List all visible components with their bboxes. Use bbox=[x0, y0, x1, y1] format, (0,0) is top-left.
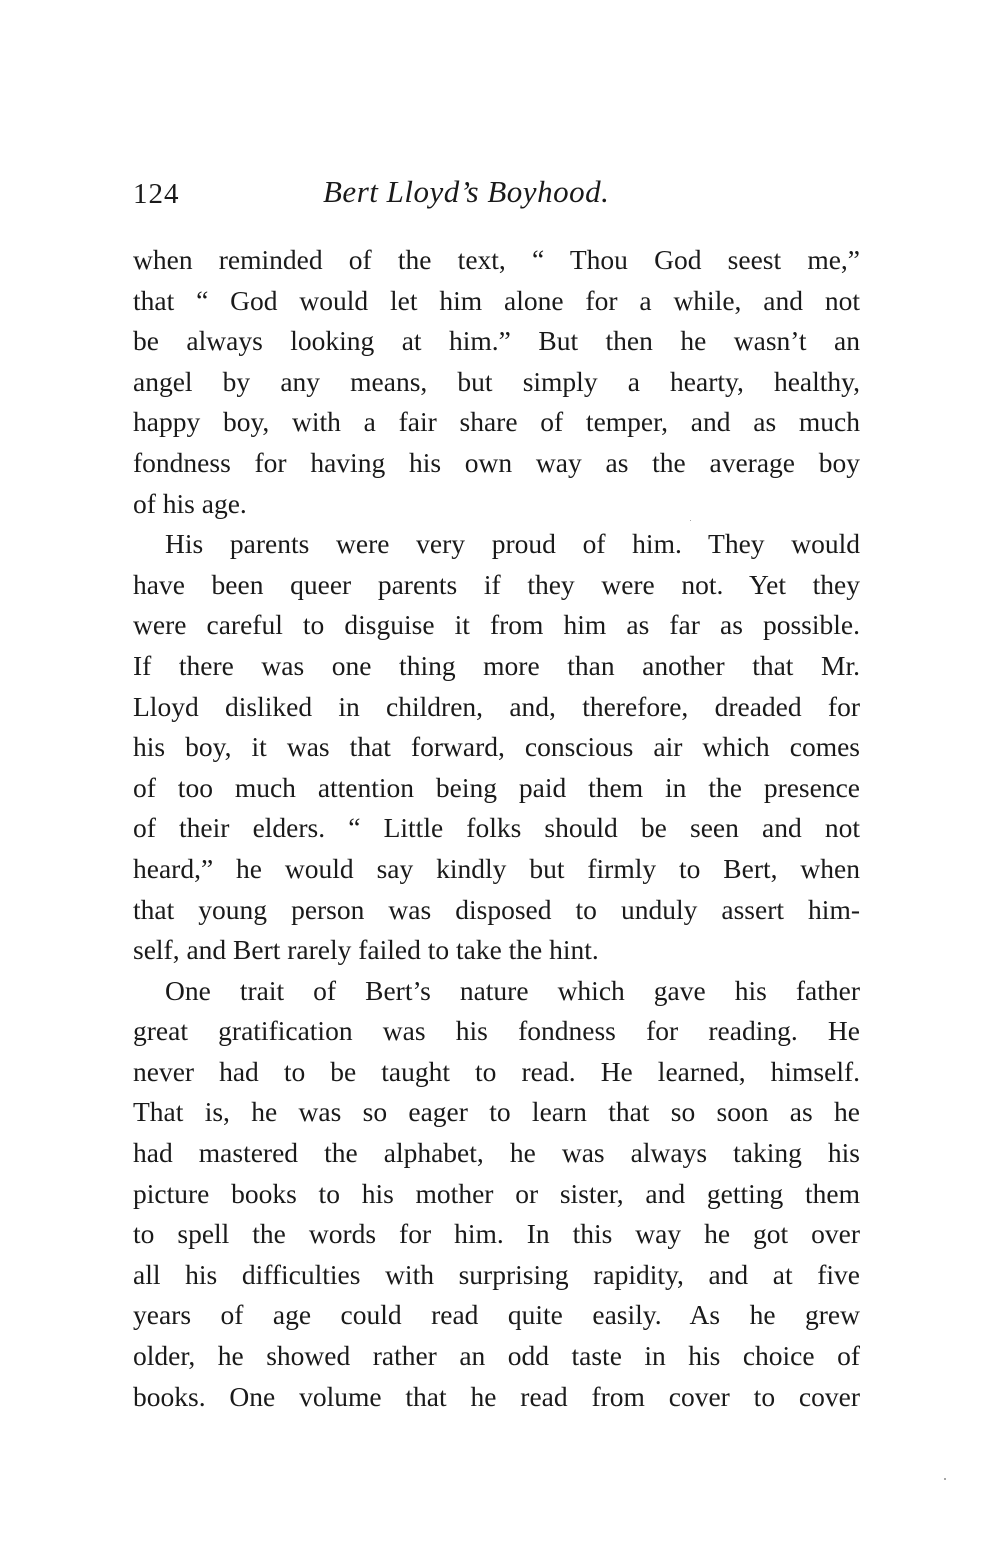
text-line: never had to be taught to read. He learned, himself. bbox=[133, 1055, 860, 1087]
text-line: of his age. bbox=[133, 487, 247, 519]
text-line: that young person was disposed to unduly assert him- bbox=[133, 893, 860, 925]
text-line: self, and Bert rarely failed to take the hint. bbox=[133, 934, 599, 966]
text-line: older, he showed rather an odd taste in his choice of bbox=[133, 1340, 860, 1372]
text-line: be always looking at him.” But then he wasn’t an bbox=[133, 325, 860, 357]
text-line: Lloyd disliked in children, and, therefore, dreaded for bbox=[133, 690, 860, 722]
running-title: Bert Lloyd’s Boyhood. bbox=[323, 174, 610, 209]
scan-speck bbox=[944, 1478, 946, 1480]
text-line: books. One volume that he read from cover to cover bbox=[133, 1380, 860, 1412]
paragraph-1 bbox=[133, 240, 860, 524]
text-line: when reminded of the text, “ Thou God seest me,” bbox=[133, 244, 860, 275]
text-line: to spell the words for him. In this way he got over bbox=[133, 1218, 860, 1250]
running-head bbox=[133, 174, 860, 222]
text-line: If there was one thing more than another that Mr. bbox=[133, 649, 860, 681]
text-line: had mastered the alphabet, he was always taking his bbox=[133, 1137, 860, 1169]
paragraph-2 bbox=[133, 524, 860, 971]
text-line: happy boy, with a fair share of temper, and as much bbox=[133, 406, 860, 438]
text-line: of their elders. “ Little folks should be seen and not bbox=[133, 812, 860, 844]
text-line: His parents were very proud of him. They would bbox=[165, 528, 860, 560]
text-line: were careful to disguise it from him as far as possible. bbox=[133, 609, 860, 641]
text-line: One trait of Bert’s nature which gave his father bbox=[165, 974, 860, 1006]
scan-speck bbox=[690, 520, 691, 521]
text-line: all his difficulties with surprising rapidity, and at five bbox=[133, 1258, 860, 1290]
page-number: 124 bbox=[133, 178, 180, 210]
text-line: great gratification was his fondness for reading. He bbox=[133, 1015, 860, 1047]
paragraph-3 bbox=[133, 971, 860, 1418]
text-line: that “ God would let him alone for a while, and not bbox=[133, 284, 860, 316]
text-line: picture books to his mother or sister, and getting them bbox=[133, 1177, 860, 1209]
text-line: his boy, it was that forward, conscious air which comes bbox=[133, 731, 860, 763]
text-line: years of age could read quite easily. As he grew bbox=[133, 1299, 860, 1331]
text-line: That is, he was so eager to learn that so soon as he bbox=[133, 1096, 860, 1128]
text-line: fondness for having his own way as the average boy bbox=[133, 446, 860, 478]
text-line: have been queer parents if they were not. Yet they bbox=[133, 568, 860, 600]
text-line: of too much attention being paid them in the presence bbox=[133, 771, 860, 803]
body-text bbox=[133, 240, 860, 1417]
text-line: heard,” he would say kindly but firmly to Bert, when bbox=[133, 852, 860, 884]
text-line: angel by any means, but simply a hearty, healthy, bbox=[133, 365, 860, 397]
